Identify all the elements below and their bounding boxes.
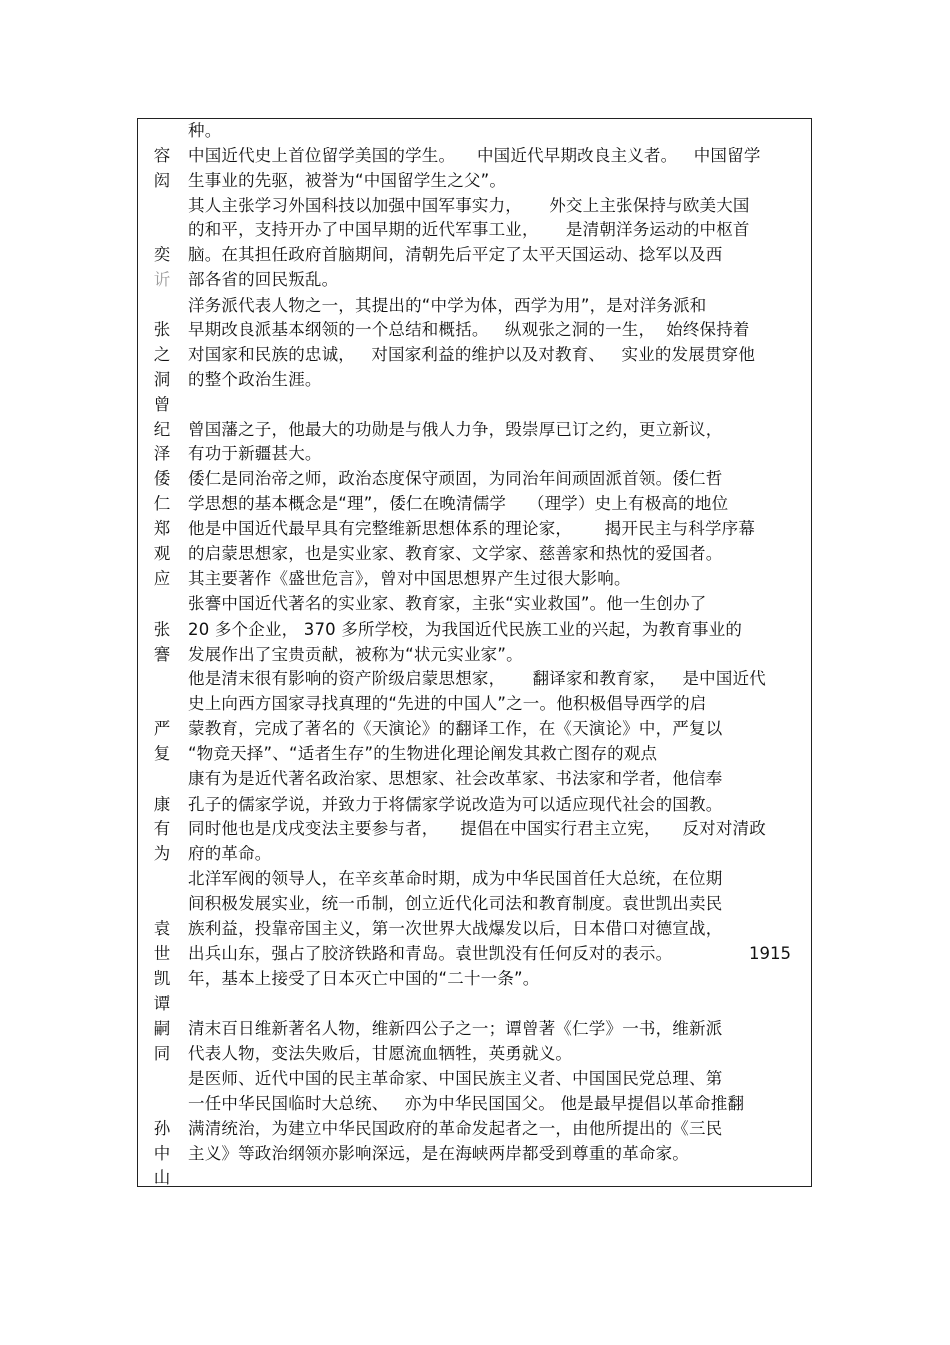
name-char: 孙 — [153, 1119, 171, 1138]
name-char: 山 — [153, 1168, 171, 1187]
name-char: 之 — [153, 345, 171, 364]
entry-line: 同时他也是戊戌变法主要参与者， 提倡在中国实行君主立宪， 反对对清政 — [188, 819, 766, 838]
entry-line: 20 多个企业， 370 多所学校，为我国近代民族工业的兴起，为教育事业的 — [188, 620, 743, 639]
entry-line: 张謇中国近代著名的实业家、教育家，主张“实业救国”。他一生创办了 — [188, 594, 707, 613]
name-char: 䜣 — [153, 270, 171, 289]
entry-line: 脑。在其担任政府首脑期间，清朝先后平定了太平天国运动、捻军以及西 — [188, 245, 723, 264]
name-char: 凯 — [153, 969, 171, 988]
name-char: 康 — [153, 795, 171, 814]
name-char: 世 — [153, 944, 171, 963]
entry-line: 其人主张学习外国科技以加强中国军事实力， 外交上主张保持与欧美大国 — [188, 196, 750, 215]
entry-line: 他是中国近代最早具有完整维新思想体系的理论家， 揭开民主与科学序幕 — [188, 519, 756, 538]
entry-line: 主义》等政治纲领亦影响深远，是在海峡两岸都受到尊重的革命家。 — [188, 1144, 689, 1163]
name-char: 中 — [153, 1144, 171, 1163]
name-char: 纪 — [153, 420, 171, 439]
name-char: 严 — [153, 719, 171, 738]
entry-line: 的整个政治生涯。 — [188, 370, 322, 389]
entry-line: 的启蒙思想家，也是实业家、教育家、文学家、慈善家和热忱的爱国者。 — [188, 544, 723, 563]
entry-line: 清末百日维新著名人物，维新四公子之一；谭曾著《仁学》一书，维新派 — [188, 1019, 723, 1038]
entry-line: 他是清末很有影响的资产阶级启蒙思想家， 翻译家和教育家， 是中国近代 — [188, 669, 766, 688]
entry-line: 府的革命。 — [188, 844, 272, 863]
entry-line: 对国家和民族的忠诚， 对国家利益的维护以及对教育、 实业的发展贯穿他 — [188, 345, 756, 364]
entry-line: 族利益，投靠帝国主义，第一次世界大战爆发以后，日本借口对德宣战， — [188, 919, 723, 938]
entry-line: 出兵山东，强占了胶济铁路和青岛。袁世凯没有任何反对的表示。 — [188, 944, 673, 963]
name-char: 謇 — [153, 645, 171, 664]
name-char: 奕 — [153, 245, 171, 264]
name-char: 洞 — [153, 370, 171, 389]
entry-line: 部各省的回民叛乱。 — [188, 270, 339, 289]
name-char: 观 — [153, 544, 171, 563]
entry-line: 倭仁是同治帝之师，政治态度保守顽固，为同治年间顽固派首领。倭仁哲 — [188, 469, 723, 488]
entry-line: 学思想的基本概念是“理”，倭仁在晚清儒学 （理学）史上有极高的地位 — [188, 494, 729, 513]
entry-line: 年，基本上接受了日本灭亡中国的“二十一条”。 — [188, 969, 540, 988]
entry-line: 有功于新疆甚大。 — [188, 444, 322, 463]
entry-line: 早期改良派基本纲领的一个总结和概括。 纵观张之洞的一生， 始终保持着 — [188, 320, 750, 339]
name-char: 复 — [153, 744, 171, 763]
name-char: 泽 — [153, 444, 171, 463]
name-char: 曾 — [153, 395, 171, 414]
name-char: 袁 — [153, 919, 171, 938]
entry-line: 曾国藩之子，他最大的功勋是与俄人力争，毁崇厚已订之约，更立新议， — [188, 420, 723, 439]
name-char: 仁 — [153, 494, 171, 513]
name-char: 同 — [153, 1044, 171, 1063]
entry-line: 是医师、近代中国的民主革命家、中国民族主义者、中国国民党总理、第 — [188, 1069, 723, 1088]
name-char: 为 — [153, 844, 171, 863]
entry-line: 一任中华民国临时大总统、 亦为中华民国国父。 他是最早提倡以革命推翻 — [188, 1094, 745, 1113]
entry-line: 种。 — [188, 121, 222, 140]
name-char: 有 — [153, 819, 171, 838]
name-char: 容 — [153, 146, 171, 165]
entry-line: 康有为是近代著名政治家、思想家、社会改革家、书法家和学者，他信奉 — [188, 769, 723, 788]
name-char: 谭 — [153, 994, 171, 1013]
entry-line: 洋务派代表人物之一，其提出的“中学为体，西学为用”，是对洋务派和 — [188, 296, 707, 315]
entry-line: 北洋军阀的领导人，在辛亥革命时期，成为中华民国首任大总统，在位期 — [188, 869, 723, 888]
entry-line: 发展作出了宝贵贡献，被称为“状元实业家”。 — [188, 645, 523, 664]
entry-line: 中国近代史上首位留学美国的学生。 中国近代早期改良主义者。 中国留学 — [188, 146, 761, 165]
name-char: 郑 — [153, 519, 171, 538]
entry-line: 满清统治，为建立中华民国政府的革命发起者之一，由他所提出的《三民 — [188, 1119, 723, 1138]
entry-line: 孔子的儒家学说，并致力于将儒家学说改造为可以适应现代社会的国教。 — [188, 795, 723, 814]
name-char: 应 — [153, 569, 171, 588]
entry-line: 的和平，支持开办了中国早期的近代军事工业， 是清朝洋务运动的中枢首 — [188, 220, 750, 239]
name-char: 嗣 — [153, 1019, 171, 1038]
entry-line: 生事业的先驱，被誉为“中国留学生之父”。 — [188, 171, 507, 190]
entry-line: 史上向西方国家寻找真理的“先进的中国人”之一。他积极倡导西学的启 — [188, 694, 707, 713]
entry-line: 代表人物，变法失败后，甘愿流血牺牲，英勇就义。 — [188, 1044, 573, 1063]
entry-line: 间积极发展实业，统一币制，创立近代化司法和教育制度。袁世凯出卖民 — [188, 894, 723, 913]
year-number: 1915 — [749, 944, 791, 963]
entry-line: 其主要著作《盛世危言》，曾对中国思想界产生过很大影响。 — [188, 569, 631, 588]
entry-line: 蒙教育，完成了著名的《天演论》的翻译工作，在《天演论》中，严复以 — [188, 719, 723, 738]
name-char: 倭 — [153, 469, 171, 488]
name-char: 张 — [153, 320, 171, 339]
name-char: 张 — [153, 620, 171, 639]
entry-line: “物竞天择”、“适者生存”的生物进化理论阐发其救亡图存的观点 — [188, 744, 658, 763]
name-char: 闳 — [153, 171, 171, 190]
